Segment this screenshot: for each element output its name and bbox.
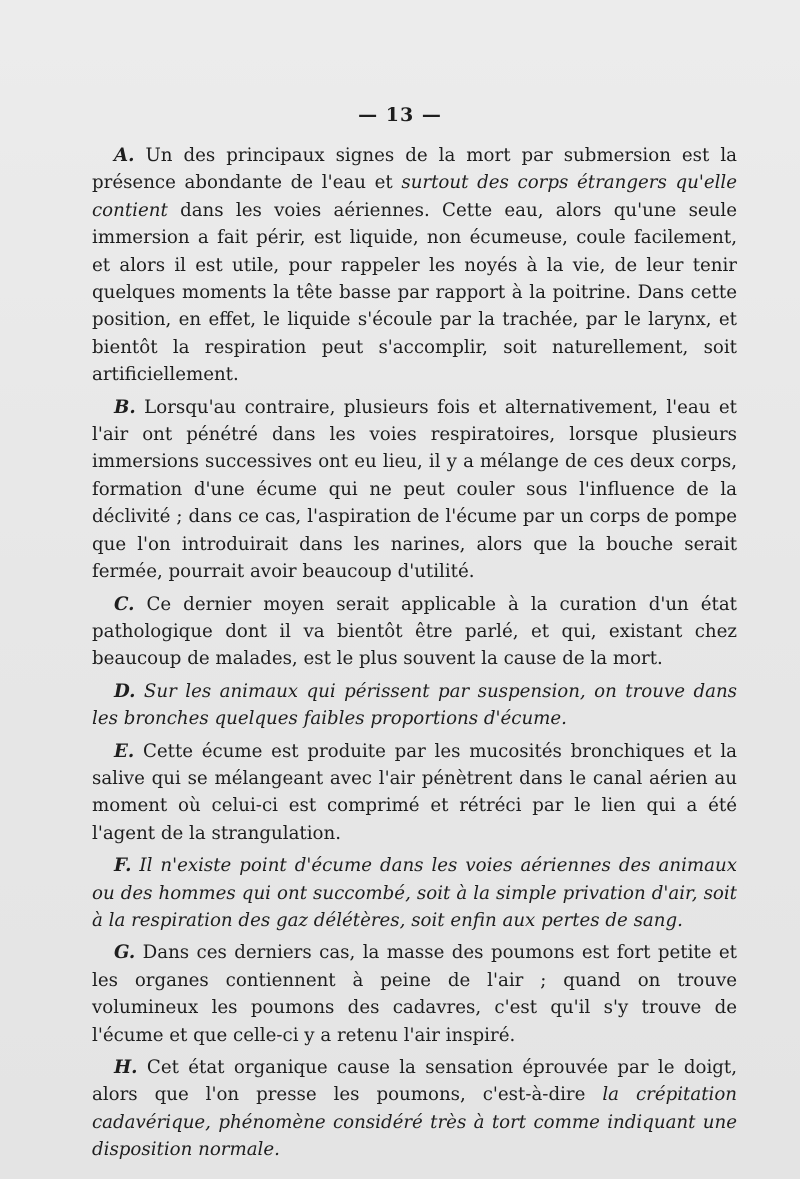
paragraph-e	[92, 738, 737, 848]
paragraph-marker: A.	[114, 145, 135, 166]
paragraph-g	[92, 939, 737, 1049]
paragraph-text: Un des principaux signes de la mort par submersion est la présence abondante de l'eau et	[92, 145, 737, 194]
paragraph-text: Cette écume est produite par les mucosités bronchiques et la salive qui se mélangeant avec l'air pénètrent dans le canal aérien au moment où celui-ci est comprimé et rétréci par le lien qui a été l'agent de la strangulation.	[92, 740, 737, 844]
paragraph-marker: B.	[114, 396, 136, 418]
page-number: — 13 —	[358, 104, 442, 126]
paragraph-marker: C.	[114, 593, 135, 615]
paragraph-text: dans les voies aériennes. Cette eau, alors qu'une seule immersion a fait périr, est liquide, non écumeuse, coule facilement, et alors il est utile, pour rappeler les noyés à la vie, de leur tenir quelques moments la tête basse par rapport à la poitrine. Dans cette position, en effet, le liquide s'écoule par la trachée, par le larynx, et bientôt la respiration peut s'accomplir, soit naturellement, soit artificiellement.	[92, 199, 737, 386]
paragraph-b	[92, 394, 737, 586]
paragraph-italic-text: la crépitation cadavérique, phénomène considéré très à tort comme indiquant une disposition normale.	[92, 1084, 737, 1161]
paragraph-marker: D.	[114, 680, 136, 702]
paragraph-marker: F.	[114, 855, 132, 877]
paragraph-text: Ce dernier moyen serait applicable à la curation d'un état pathologique dont il va bientôt être parlé, et qui, existant chez beaucoup de malades, est le plus souvent la cause de la mort.	[92, 593, 737, 670]
paragraph-text: Cet état organique cause la sensation éprouvée par le doigt, alors que l'on presse les poumons, c'est-à-dire	[92, 1057, 737, 1106]
paragraph-d	[92, 678, 737, 733]
paragraph-text: Sur les animaux qui périssent par suspension, on trouve dans les bronches quelques faibles proportions d'écume.	[92, 680, 737, 730]
paragraph-marker: H.	[114, 1057, 138, 1078]
paragraph-h	[92, 1054, 737, 1164]
paragraph-text: Dans ces derniers cas, la masse des poumons est fort petite et les organes contiennent à peine de l'air ; quand on trouve volumineux les poumons des cadavres, c'est qu'il s'y trouve de l'écume et que celle-ci y a retenu l'air inspiré.	[92, 942, 737, 1046]
paragraph-f	[92, 852, 737, 934]
paragraph-text: Il n'existe point d'écume dans les voies aériennes des animaux ou des hommes qui ont succombé, soit à la simple privation d'air, soit à la respiration des gaz délétères, soit enfin aux pertes de sang.	[92, 855, 737, 931]
paragraph-marker: E.	[114, 740, 135, 762]
paragraph-marker: G.	[114, 942, 136, 964]
paragraph-italic-text: surtout des corps étrangers qu'elle contient	[92, 172, 737, 221]
body-text	[92, 142, 737, 1164]
paragraph-text: Lorsqu'au contraire, plusieurs fois et alternativement, l'eau et l'air ont pénétré dans les voies respiratoires, lorsque plusieurs immersions successives ont eu lieu, il y a mélange de ces deux corps, formation d'une écume qui ne peut couler sous l'influence de la déclivité ; dans ce cas, l'aspiration de l'écume par un corps de pompe que l'on introduirait dans les narines, alors que la bouche serait fermée, pourrait avoir beaucoup d'utilité.	[92, 396, 737, 583]
paragraph-c	[92, 591, 737, 673]
paragraph-a	[92, 142, 737, 389]
